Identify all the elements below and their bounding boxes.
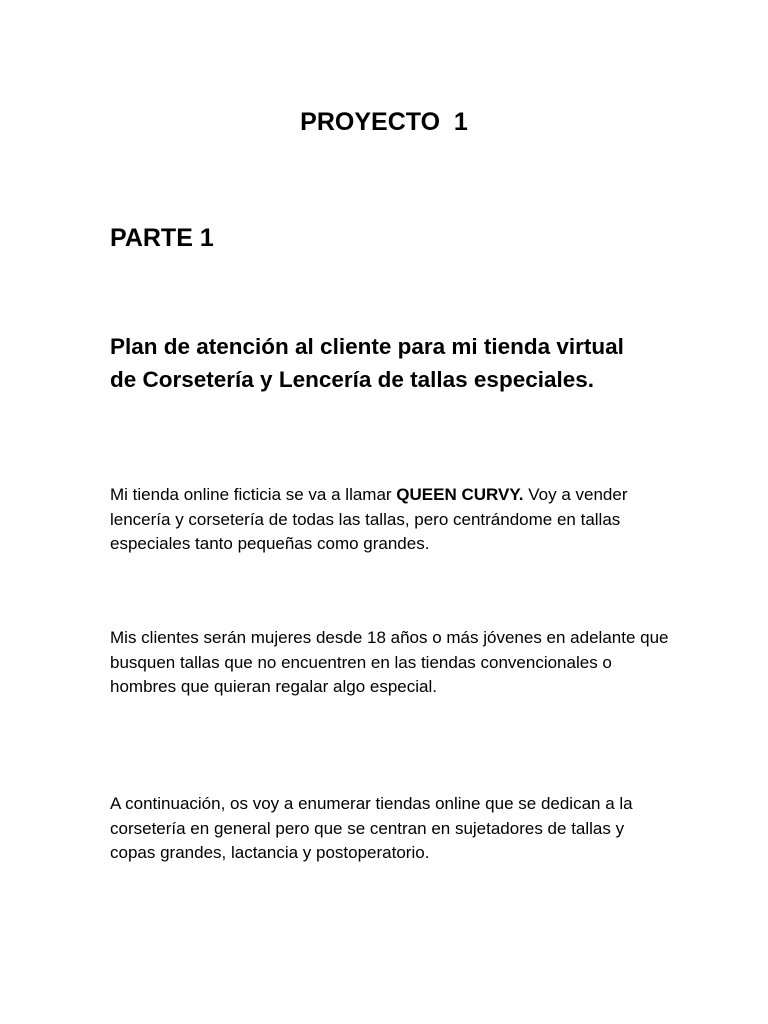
document-title: PROYECTO 1 xyxy=(300,108,468,136)
store-intro-paragraph xyxy=(110,483,670,557)
clients-paragraph: Mis clientes serán mujeres desde 18 años o más jóvenes en adelante que busquen tallas que no encuentren en las tiendas convencionales o hombres que quieran regalar algo especial. xyxy=(110,628,669,696)
store-intro-text-start: Mi tienda online ficticia se va a llamar xyxy=(110,485,397,504)
part-heading: PARTE 1 xyxy=(110,224,214,252)
store-name: QUEEN CURVY. xyxy=(396,485,524,504)
stores-list-intro-paragraph: A continuación, os voy a enumerar tiendas online que se dedican a la corsetería en general pero que se centran en sujetadores de tallas y copas grandes, lactancia y postoperatorio. xyxy=(110,794,633,862)
plan-heading: Plan de atención al cliente para mi tienda virtual de Corsetería y Lencería de tallas especiales. xyxy=(110,334,624,392)
store-intro-text-end: Voy a vender lencería y corsetería de todas las tallas, pero centrándome en tallas especiales tanto pequeñas como grandes. xyxy=(110,485,628,553)
